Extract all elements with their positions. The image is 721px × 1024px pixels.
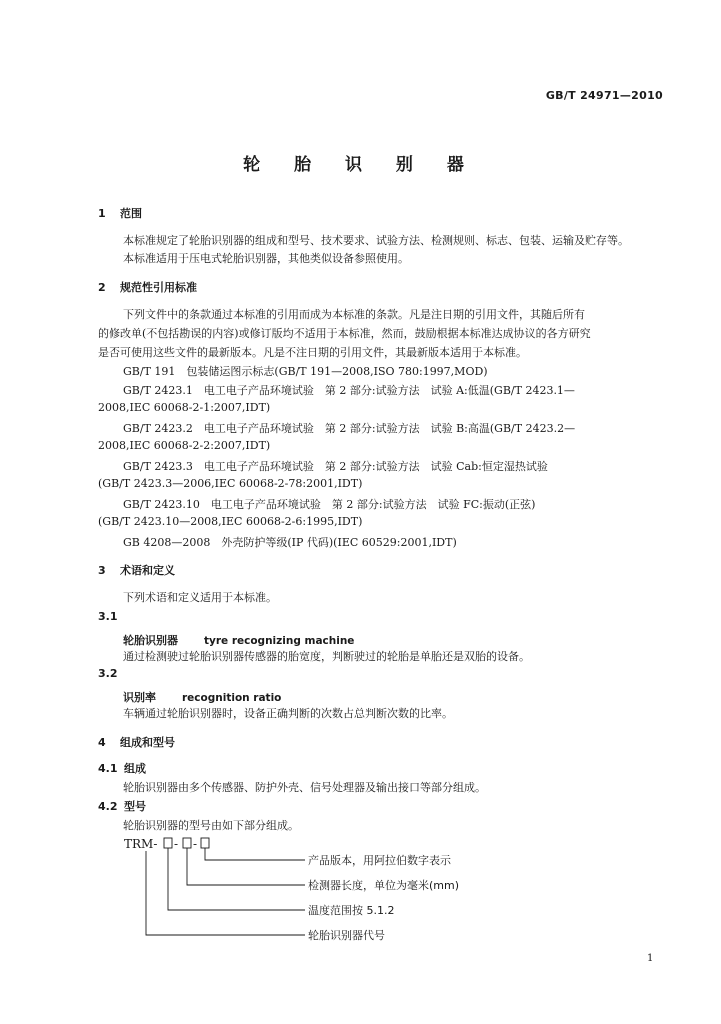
section-number: 4: [98, 736, 106, 749]
leader-line-temperature: [168, 848, 305, 910]
reference-item: GB/T 2423.2 电工电子产品环境试验 第 2 部分:试验方法 试验 B:高温(GB/T 2423.2—: [123, 422, 576, 435]
paragraph: 是否可使用这些文件的最新版本。凡是不注日期的引用文件，其最新版本适用于本标准。: [98, 346, 527, 359]
reference-item: GB/T 2423.10 电工电子产品环境试验 第 2 部分:试验方法 试验 FC:振动(正弦): [123, 498, 536, 511]
section-title: 术语和定义: [120, 564, 175, 577]
label-detector-length: 检测器长度，单位为毫米(mm): [308, 879, 460, 892]
reference-item: GB/T 2423.1 电工电子产品环境试验 第 2 部分:试验方法 试验 A:低温(GB/T 2423.1—: [123, 384, 575, 397]
term-number: 3.1: [98, 610, 118, 623]
subsection-number: 4.1: [98, 762, 118, 775]
paragraph: 下列术语和定义适用于本标准。: [123, 591, 277, 604]
section-title: 组成和型号: [120, 736, 175, 749]
term-chinese: 轮胎识别器: [123, 634, 178, 647]
model-separator: -: [193, 837, 198, 851]
section-title: 范围: [120, 207, 142, 220]
reference-item: GB 4208—2008 外壳防护等级(IP 代码)(IEC 60529:2001,IDT): [123, 536, 457, 549]
reference-item-continued: 2008,IEC 60068-2-1:2007,IDT): [98, 401, 271, 414]
subsection-number: 4.2: [98, 800, 118, 813]
section-number: 3: [98, 564, 106, 577]
reference-item: GB/T 2423.3 电工电子产品环境试验 第 2 部分:试验方法 试验 Cab:恒定湿热试验: [123, 460, 548, 473]
paragraph: 轮胎识别器的型号由如下部分组成。: [123, 819, 299, 832]
reference-item-continued: (GB/T 2423.10—2008,IEC 60068-2-6:1995,IDT): [98, 515, 363, 528]
model-separator: -: [174, 837, 179, 851]
term-definition: 车辆通过轮胎识别器时，设备正确判断的次数占总判断次数的比率。: [123, 707, 453, 720]
document-title: 轮 胎 识 别 器: [243, 155, 478, 175]
model-prefix: TRM-: [124, 837, 158, 851]
model-box-version: [201, 838, 209, 848]
section-number: 1: [98, 207, 106, 220]
reference-item: GB/T 191 包装储运图示标志(GB/T 191—2008,ISO 780:1997,MOD): [123, 365, 488, 378]
label-temperature-range: 温度范围按 5.1.2: [308, 904, 395, 917]
reference-item-continued: (GB/T 2423.3—2006,IEC 60068-2-78:2001,IDT): [98, 477, 363, 490]
leader-line-version: [205, 848, 305, 860]
paragraph: 本标准适用于压电式轮胎识别器，其他类似设备参照使用。: [123, 252, 409, 265]
model-box-temperature: [164, 838, 172, 848]
term-english: tyre recognizing machine: [204, 635, 355, 647]
label-device-code: 轮胎识别器代号: [308, 929, 385, 942]
section-title: 规范性引用标准: [120, 281, 197, 294]
paragraph: 下列文件中的条款通过本标准的引用而成为本标准的条款。凡是注日期的引用文件，其随后所有: [123, 308, 585, 321]
leader-line-code: [146, 851, 305, 935]
model-box-length: [183, 838, 191, 848]
term-english: recognition ratio: [182, 692, 282, 704]
label-product-version: 产品版本，用阿拉伯数字表示: [308, 854, 451, 867]
term-number: 3.2: [98, 667, 118, 680]
section-number: 2: [98, 281, 106, 294]
subsection-title: 组成: [124, 762, 146, 775]
standard-code: GB/T 24971—2010: [545, 89, 663, 102]
term-chinese: 识别率: [123, 691, 156, 704]
paragraph: 本标准规定了轮胎识别器的组成和型号、技术要求、试验方法、检测规则、标志、包装、运输及贮存等。: [123, 234, 629, 247]
paragraph: 的修改单(不包括勘误的内容)或修订版均不适用于本标准，然而，鼓励根据本标准达成协议的各方研究: [98, 327, 591, 340]
page-number: 1: [647, 953, 654, 964]
subsection-title: 型号: [124, 800, 146, 813]
term-definition: 通过检测驶过轮胎识别器传感器的胎宽度，判断驶过的轮胎是单胎还是双胎的设备。: [123, 650, 530, 663]
paragraph: 轮胎识别器由多个传感器、防护外壳、信号处理器及输出接口等部分组成。: [123, 781, 486, 794]
reference-item-continued: 2008,IEC 60068-2-2:2007,IDT): [98, 439, 271, 452]
